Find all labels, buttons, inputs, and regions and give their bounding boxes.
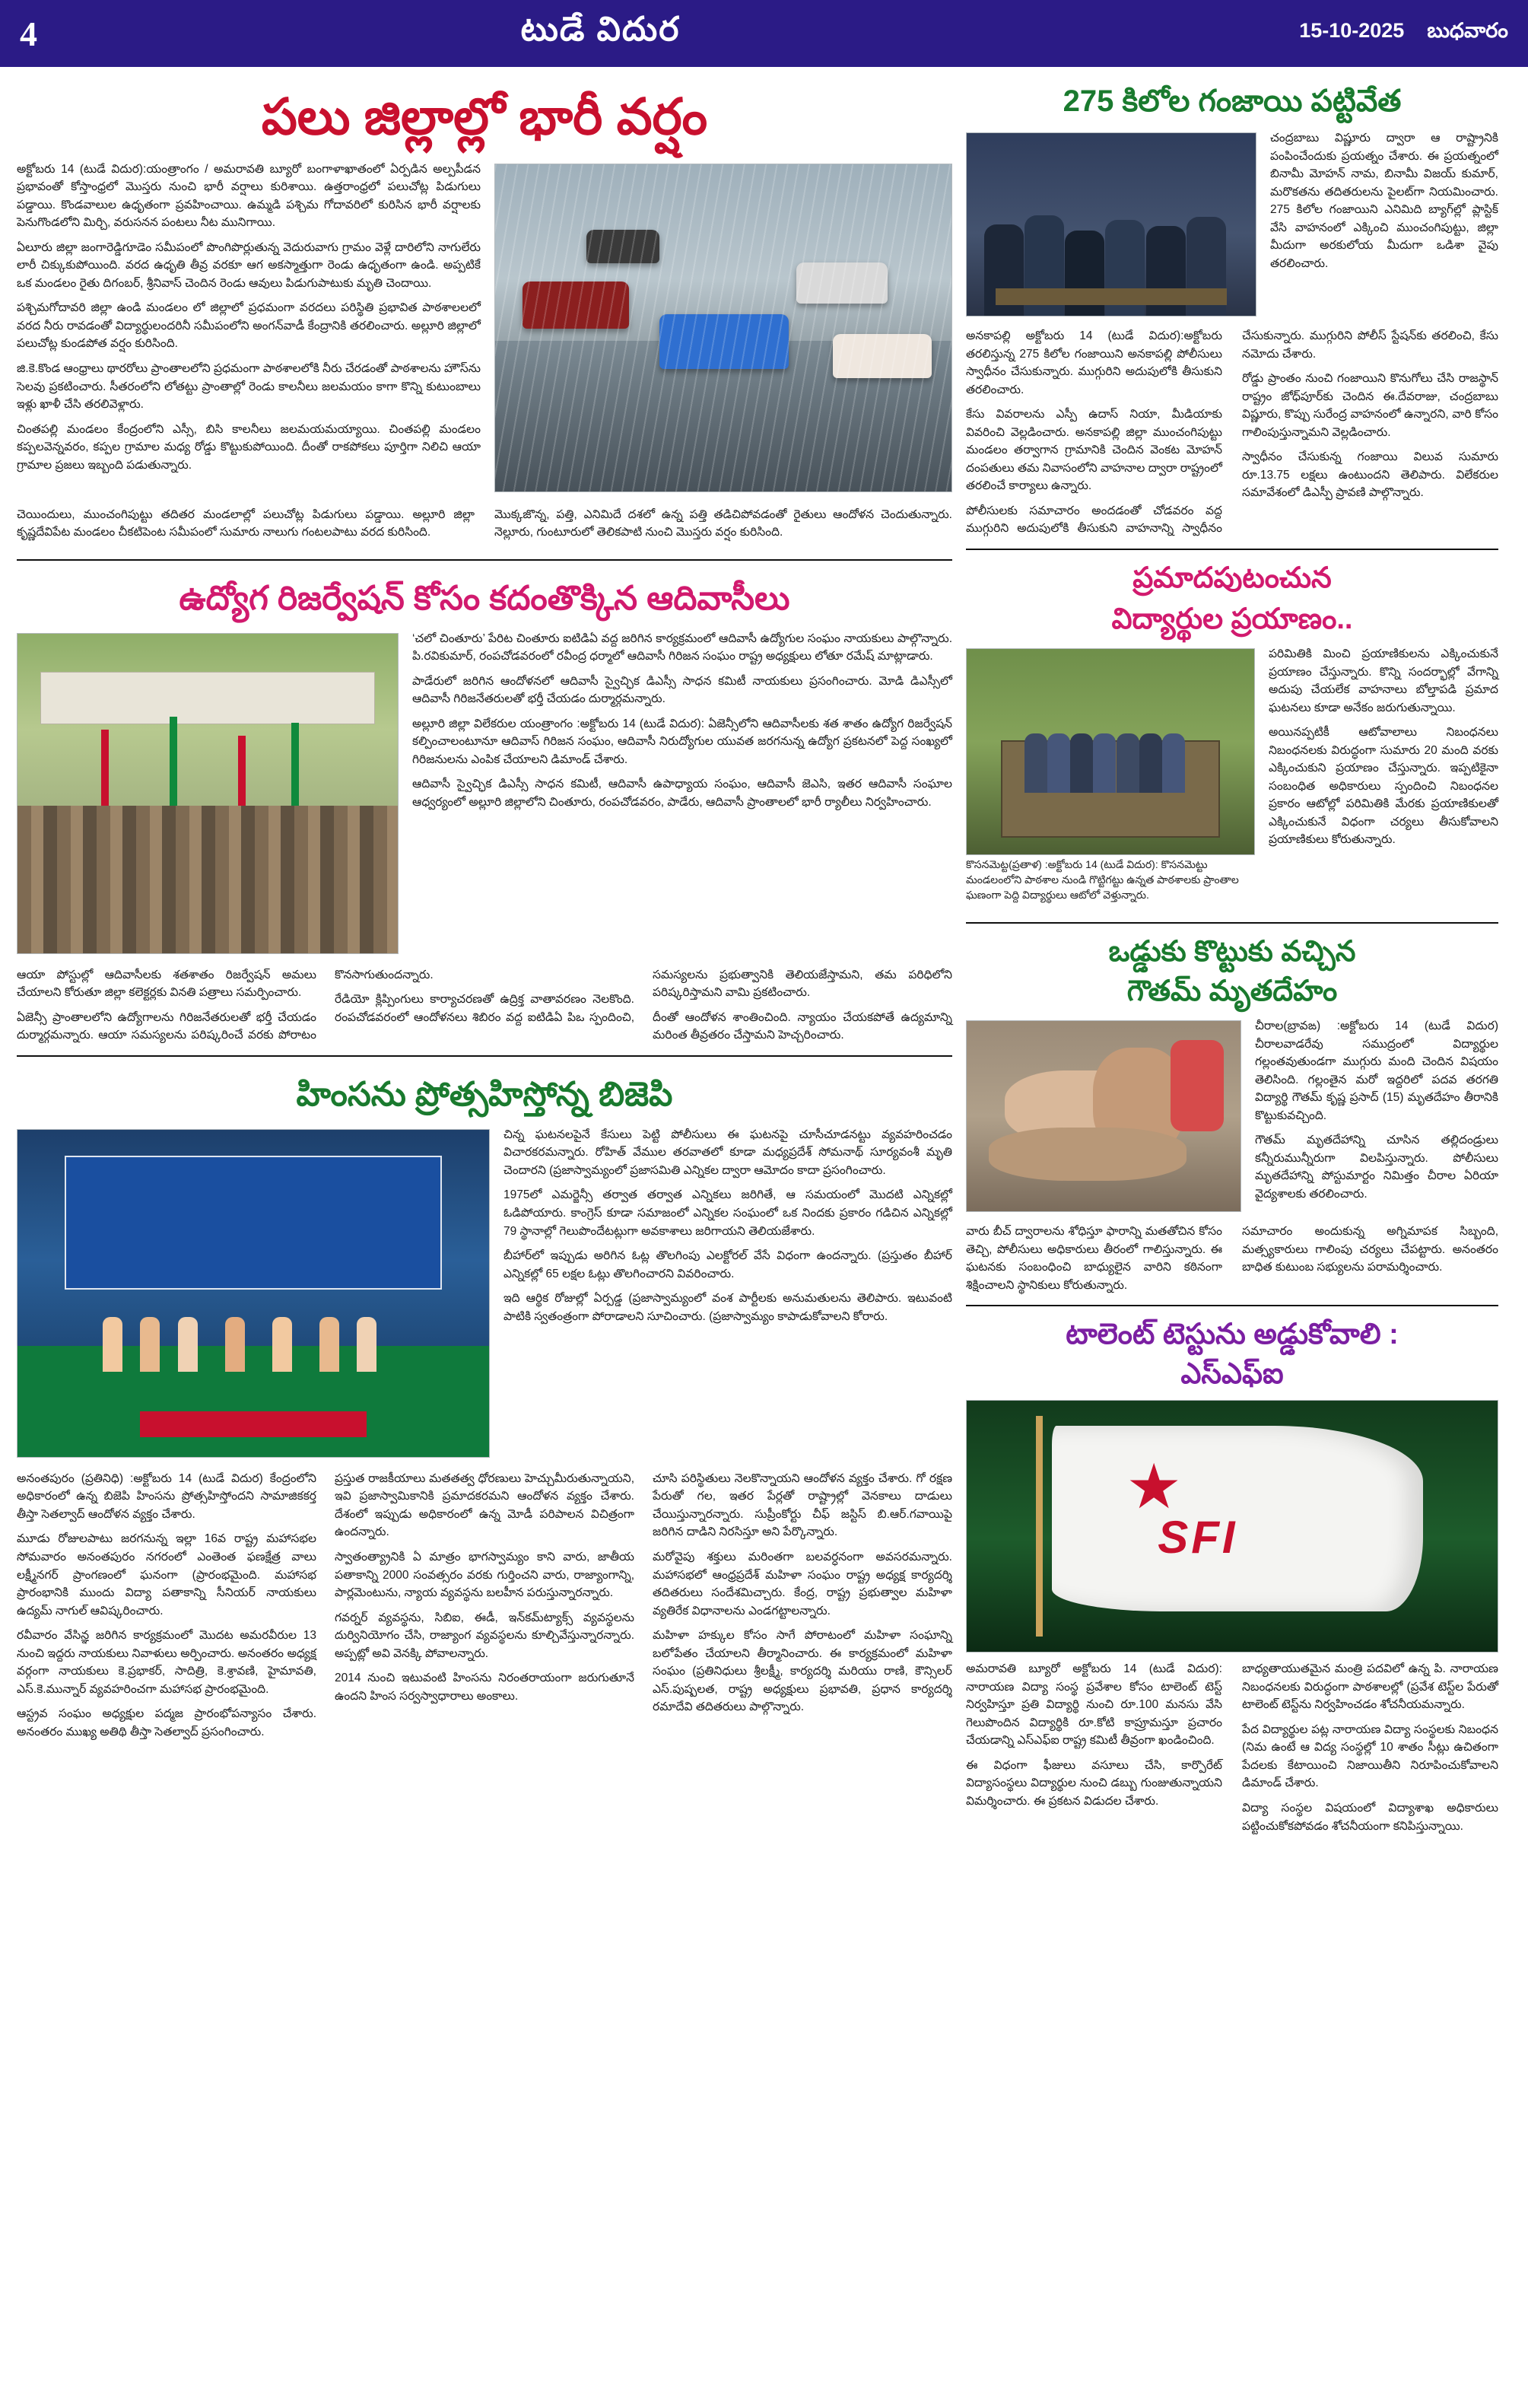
paragraph: విద్యా సంస్థల విషయంలో విద్యాశాఖ అధికారులు పట్టించుకోకపోవడం శోచనీయంగా కనిపిస్తున్నాయి. xyxy=(1242,1802,1498,1833)
paragraph: పేద విద్యార్థుల పట్ల నారాయణ విద్యా సంస్థలకు నిబంధన (నిమ ఉంటే ఆ విద్య సంస్థల్లో 10 శాతం సీట్లు ఉచితంగా పేదలకు కేటాయించి నిజాయితీని నిరూపించుకోవాలని డిమాండ్ చేశారు. xyxy=(1242,1722,1498,1790)
page-title: పలు జిల్లాల్లో భారీ వర్షం xyxy=(261,88,708,145)
article-tribal-headline: ఉద్యోగ రిజర్వేషన్ కోసం కదంతొక్కిన ఆదివాసీలు xyxy=(179,579,790,617)
article-gautam-body-cont xyxy=(966,1223,1498,1294)
paragraph: 1975లో ఎమర్జెన్సీ తర్వాత తర్వాత ఎన్నికలు జరిగితే, ఆ సమయంలో మొదటి ఎన్నికల్లో ఓడిపోయారు. కాంగ్రెస్ కూడా సమాజంలో ఎన్నికల సంఘంలో ఒక నిందకు ప్రకారం గడిచిన ఎన్నికల్లో 79 స్థానాల్లో గెలుపొందేటట్లుగా అవకాశాలు జరిగాయని తెలియజేశారు. xyxy=(504,1188,952,1238)
paragraph: ఏలూరు జిల్లా జంగారెడ్డిగూడెం సమీపంలో పొంగిపొర్లుతున్న వెదురువాగు గ్రామం వెళ్లే దారిలోని నాగులేరు లారీ చిక్కుకుపోయింది. వరద ఉధృతి తీవ్ర వరకూ ఆగ అకస్మాత్తుగా రెండు ఉధృతంగా ఉండి. అప్పటికే ఒక మండలం రైతు దిగంబర్, శ్రీనివాస్ చెందిన రెండు ఆవులు పిడుగుపాటుకు మృతి చెందాయి. xyxy=(17,240,481,290)
paragraph: ఈ విధంగా ఫీజులు వసూలు చేసి, కార్పొరేట్ విద్యాసంస్థలు విద్యార్థుల నుంచి డబ్బు గుంజుతున్నాయని విమర్శించారు. ఈ ప్రకటన విడుదల చేశారు. xyxy=(966,1758,1222,1808)
article-tribal-reservation xyxy=(17,577,952,1045)
paragraph: అనంతపురం (ప్రతినిధి) :అక్టోబరు 14 (టుడే విదుర) కేంద్రంలోని అధికారంలో ఉన్న బిజెపి హింసను ప్రోత్సహిస్తోందని సామాజికకర్త తీస్తా సెతల్వాద్ ఆందోళన వ్యక్తం చేశారు. xyxy=(17,1471,316,1521)
paragraph: చూసి పరిస్థితులు నెలకొన్నాయని ఆందోళన వ్యక్తం చేశారు. గో రక్షణ పేరుతో గల, ఇతర పేర్లతో రాష్ట్రాల్లో వెనకాలు దాడులు చేయిస్తున్నారన్నారు. సుప్రీంకోర్టు చీఫ్ జస్టిస్ బి.ఆర్.గవాయిపై జరిగిన దాడిని నిరసిస్తూ అని పేర్కొన్నారు. xyxy=(653,1471,952,1539)
paragraph: అక్టోబరు 14 (టుడే విదుర):యంత్రాంగం / అమరావతి బ్యూరో బంగాళాఖాతంలో ఏర్పడిన అల్పపీడన ప్రభావంతో కోస్తాంధ్రలో మొస్తరు నుంచి భారీ వర్షాలు కురిశాయి. ఉత్తరాంధ్రలో పలుచోట్ల పిడుగులు పడ్డాయి. కొండవాలుల ఉధృతంగా ప్రవహించాయి. ఉమ్మడి పశ్చిమ గోదావరిలో కురిసిన భారీ వర్షాలకు పెనుగొండలోని మిర్చి, వరుసనన పంటలు నీట మునిగాయి. xyxy=(17,162,481,230)
paragraph: మొక్కజొన్న, పత్తి, ఎనిమిదే దశలో ఉన్న పత్తి తడిచిపోవడంతో రైతులు ఆందోళన చెందుతున్నారు. నెల్లూరు, గుంటూరులో తెలికపాటి నుంచి మొస్తరు వర్షం కురిసింది. xyxy=(494,507,952,539)
article-ganja-headline: 275 కిలోల గంజాయి పట్టివేత xyxy=(1063,84,1402,118)
paragraph: రోడ్డు ప్రాంతం నుంచి గంజాయిని కొనుగోలు చేసి రాజస్థాన్ రాష్ట్రం జోధ్‌పూర్‌కు చెందిన ఈ.దేవరాజు, చంద్రబాబు విష్ణూరు, కొప్పు సురేంద్ర వాహనంలో ఉన్నారని, వారి కోసం గాలింపుస్తున్నామని వెల్లడించారు. xyxy=(1242,372,1498,439)
paragraph: వారు బీచ్ ద్వారాలను శోధిస్తూ ఫారాన్ని మతతోచిన కోసం తెచ్చి, పోలీసులు అధికారులు తీరంలో గాలిస్తున్నారు. ఈ ఘటనకు సంబంధించి బాధ్యులైన వారిని కఠినంగా శిక్షించాలని స్థానికులు కోరుతున్నారు. xyxy=(966,1225,1222,1292)
paragraph: దీంతో ఆందోళన శాంతించింది. న్యాయం చేయకపోతే ఉద్యమాన్ని మరింత తీవ్రతరం చేస్తామని హెచ్చరించారు. xyxy=(653,1010,952,1042)
page-content xyxy=(0,67,1528,1869)
paragraph: ఆయా పోస్టుల్లో ఆదివాసీలకు శతశాతం రిజర్వేషన్ అమలు చేయాలని కోరుతూ జిల్లా కలెక్టర్లకు వినతి పత్రాలు సమర్పించారు. xyxy=(17,968,316,1000)
paragraph: రేడియో క్లిప్పింగులు కార్యాచరణతో ఉద్రిక్త వాతావరణం నెలకొంది. రంపచోడవరంలో ఆందోళనలు శిబిరం వద్ద ఐటిడిఏ పిఒ స్పందించి, సమస్యలను ప్రభుత్వానికి తెలియజేస్తామని, తమ పరిధిలోని పరిష్కరిస్తామని వామి ప్రకటించారు. xyxy=(335,968,952,1024)
paragraph: అనకాపల్లి అక్టోబరు 14 (టుడే విదుర):అక్టోబరు తరలిస్తున్న 275 కిలోల గంజాయిని అనకాపల్లి పోలీసులు స్వాధీనం చేసుకున్నారు. ముగ్గురిని అదుపులోకి తీసుకుని తరలించారు. xyxy=(966,329,1222,396)
date-value: 15-10-2025 xyxy=(1299,19,1405,42)
article-bjp-body-cont xyxy=(17,1470,952,1742)
divider xyxy=(17,1055,952,1057)
paragraph: ఆదివాసీ స్వైచ్ఛిక డిఎస్సీ సాధన కమిటీ, ఆదివాసీ ఉపాధ్యాయ సంఘం, ఆదివాసీ జెఎసి, ఇతర ఆదివాసీ సంఘాల ఆధ్వర్యంలో అల్లూరి జిల్లాలోని చింతూరు, రంపచోడవరం, పాడేరు, ఆదివాసీ ప్రాంతాలలో భారీ ర్యాలీలు నిర్వహించారు. xyxy=(412,778,952,809)
paragraph: పరిమితికి మించి ప్రయాణికులను ఎక్కించుకునే ప్రయాణం చేస్తున్నారు. కొన్ని సందర్భాల్లో వేగాన్ని అదుపు చేయలేక వాహనాలు బోల్తాపడి ప్రమాద ఘటనలు కూడా అనేకం జరుగుతున్నాయి. xyxy=(1269,647,1498,714)
paragraph: బాధ్యతాయుతమైన మంత్రి పదవిలో ఉన్న పి. నారాయణ నిబంధనలకు విరుద్ధంగా పాఠశాలల్లో (ప్రవేశ టెస్ట్‌ల పేరుతో టాలెంట్ టెస్ట్‌ను నిర్వహించడం శోచనీయమన్నారు. xyxy=(1242,1662,1498,1712)
article-sfi-body xyxy=(966,1660,1498,1835)
paragraph: ప్రస్తుత రాజకీయాలు మతతత్వ ధోరణులు హెచ్చుమీరుతున్నాయని, ఇవి ప్రజాస్వామికానికి ప్రమాదకరమని ఆందోళన వ్యక్తం చేశారు. దేశంలో ఇప్పుడు అధికారంలో ఉన్న మోడీ పరిపాలన విచిత్రంగా ఉందన్నారు. xyxy=(335,1471,634,1539)
rain-street-photo xyxy=(494,164,952,492)
paragraph: గవర్నర్ వ్యవస్థను, సిబిఐ, ఈడీ, ఇన్‌కమ్‌ట్యాక్స్ వ్యవస్థలను దుర్వినియోగం చేసి, రాజ్యాంగ వ్యవస్థలను కూల్చివేస్తున్నారన్నారు. అప్పట్లో అవి వెనక్కి పోవాలన్నారు. xyxy=(335,1611,634,1660)
gautam-body-photo xyxy=(966,1020,1241,1212)
article-bjp-violence xyxy=(17,1074,952,1742)
article-student-headline-line2: విద్యార్థుల ప్రయాణం.. xyxy=(1111,603,1353,635)
police-seizure-photo xyxy=(966,132,1256,317)
paragraph: చంద్రబాబు విష్ణూరు ద్వారా ఆ రాష్ట్రానికి పంపించేందుకు ప్రయత్నం చేశారు. ఈ ప్రయత్నంలో బినామీ మోహన్ నామ, బినామీ విజయ్ కుమార్, మరొకతను తదితరులను పైలట్‌గా నియమించారు. 275 కిలోల గంజాయిని ఎనిమిది బ్యాగ్‌ల్లో ప్లాస్టిక్ వేసి వాహనంలో ఎక్కించి ముంచంగిపుట్టు, జిల్లా మీదుగా అరకులోయ మీదుగా ఒడిశా వైపు తరలించారు. xyxy=(1270,132,1498,270)
paragraph: అయినప్పటికీ ఆటోవాలాలు నిబంధనలు నిబంధనలకు విరుద్ధంగా సుమారు 20 మంది వరకు ఎక్కించుకుని ప్రయాణం చేస్తున్నారు. ఇప్పటికైనా సంబంధిత అధికారులు స్పందించి నిబంధనల ప్రకారం ఆటోల్లో పరిమితికి మేరకు ప్రయాణికులతో ఎక్కించుకునే విధంగా చర్యలు తీసుకోవాలని ప్రయాణికులు కోరుతున్నారు. xyxy=(1269,726,1498,847)
publication-title: టుడే విదుర xyxy=(520,10,681,48)
article-heavy-rain-body-cont xyxy=(17,506,952,549)
paragraph: స్వాధీనం చేసుకున్న గంజాయి విలువ సుమారు రూ.13.75 లక్షలు ఉంటుందని తెలిపారు. విలేకరుల సమావేశంలో డిఎస్పీ ప్రావణి పాల్గొన్నారు. xyxy=(1242,450,1498,500)
paragraph: మహిళా హక్కుల కోసం సాగే పోరాటంలో మహిళా సంఘాన్ని బలోపేతం చేయాలని తీర్మానించారు. ఈ కార్యక్రమంలో మహిళా సంఘం (ప్రతినిధులు శ్రీలక్ష్మీ, కార్యదర్శి మరియు రాణి, కౌన్సిలర్ ఎస్.పుష్పలత, రాష్ట్ర అధ్యక్షులు ప్రభావతి, ప్రధాన కార్యదర్శి రమాదేవి తదితరులు పాల్గొన్నారు. xyxy=(653,1629,952,1714)
paragraph: 2014 నుంచి ఇటువంటి హింసను నిరంతరాయంగా జరుగుతూనే ఉందని హింస సర్వస్వాధారాలు అంకాలు. xyxy=(335,1672,634,1703)
article-ganja-body-cont xyxy=(966,327,1498,538)
article-ganja-seizure xyxy=(966,82,1498,538)
divider xyxy=(17,559,952,561)
paragraph: చీరాల(బ్రావఙ) :అక్టోబరు 14 (టుడే విదుర) చీరాలవాడరేవు సముద్రంలో విద్యార్థుల గల్లంతవుతుండగా ముగ్గురు మంది చెందిన విషయం తెలిసింది. గల్లంతైన మరో ఇద్దరిలో పదవ తరగతి విద్యార్థి గౌతమ్ కృష్ణ ప్రసాద్ (15) మృతదేహం తీరానికి కొట్టుకువచ్చింది. xyxy=(1255,1020,1498,1122)
paragraph: పోలీసులకు సమాచారం అందడంతో చోడవరం వద్ద ముగ్గురిని అదుపులోకి తీసుకుని వాహనాన్ని స్వాధీనం చేసుకున్నారు. ముగ్గురిని పోలీస్ స్టేషన్‌కు తరలించి, కేసు నమోదు చేశారు. xyxy=(966,329,1498,536)
sfi-flag-photo xyxy=(966,1400,1498,1653)
paragraph: మూడు రోజులపాటు జరగనున్న ఇల్లా 16వ రాష్ట్ర మహాసభల సోమవారం అనంతపురం నగరంలో ఎంతెంత ఫణక్షేత్ర వాలు లక్ష్మీనగర్ ప్రాంగణంలో ఘనంగా (ప్రారంభమైంది. మహాసభ ప్రారంభానికి ముందు విద్యా పతాకాన్ని సీనియర్ నాయకులు ఉద్యమ్ నాగుల్ ఆవిష్కరించారు. xyxy=(17,1532,316,1618)
article-gautam-body xyxy=(966,934,1498,1294)
article-tribal-body-cont xyxy=(17,966,952,1045)
sfi-logo-text: SFI xyxy=(1158,1512,1238,1563)
paragraph: అల్లూరి జిల్లా విలేకరుల యంత్రాంగం :అక్టోబరు 14 (టుడే విదుర): ఏజెన్సీలోని ఆదివాసీలకు శత శాతం ఉద్యోగ రిజర్వేషన్ కల్పించాలంటూనూ ఆదివాస్ గిరిజన సంఘం, ఆదివాసీ నిరుద్యోగుల యువత జరగనున్న ఉద్యోగ ప్రకటనలో పెద్ద సంఖ్యలో గిరిజనులను ఎంపిక చేయాలని డిమాండ్ చేశారు. xyxy=(412,717,952,766)
article-student-headline-line1: ప్రమాదపుటంచున xyxy=(1132,562,1332,595)
tribal-rally-photo xyxy=(17,633,399,954)
paragraph: ఆస్ట్రవ సంఘం అధ్యక్షుల పద్మజ ప్రారంభోపన్యాసం చేశారు. అనంతరం ముఖ్య అతిథి తీస్తా సెతల్వాద్ ప్రసంగించారు. xyxy=(17,1707,316,1738)
right-column xyxy=(966,78,1498,1846)
article-sfi-headline-line2: ఎస్ఎఫ్ఐ xyxy=(1180,1357,1284,1390)
bjp-meeting-photo xyxy=(17,1129,490,1458)
divider xyxy=(966,1305,1498,1306)
masthead xyxy=(0,0,1528,67)
paragraph: పాడేరులో జరిగిన ఆందోళనలో ఆదివాసీ స్వైచ్ఛిక డిఎస్సీ సాధన కమిటీ నాయకులు ప్రసంగించారు. మోడి డిఎస్సీలో ఆదివాసీ గిరిజనేతరులతో భర్తీ చేయడం దుర్మార్గమన్నారు. xyxy=(412,674,952,706)
paragraph: చిన్న ఘటనలపైనే కేసులు పెట్టి పోలీసులు ఈ ఘటనపై చూసీచూడనట్టు వ్యవహరించడం విచారకరమన్నారు. రోహిత్ వేముల తరవాతలో కూడా మధ్యప్రదేశ్ సోమనాథ్ సూర్యవంశీ మృతి చెందారని (ప్రజాస్వామ్యంలో ప్రజాసమితి ఎన్నికల ద్వారా ఆమోదం కాదా ప్రసంగించారు. xyxy=(504,1128,952,1177)
left-column xyxy=(17,78,952,1846)
publication-date xyxy=(1113,19,1508,48)
paragraph: అమరావతి బ్యూరో అక్టోబరు 14 (టుడే విదుర): నారాయణ విద్యా సంస్థ ప్రవేశాల కోసం టాలెంట్ టెస్ట్ నిర్వహిస్తూ ప్రతి విద్యార్థి నుంచి రూ.100 మనసు వేసి గెలుపొందిన విద్యార్థికి రూ.కోటి కాప్రూమస్తూ ప్రచారం చేయడాన్ని ఎస్ఎఫ్ఐ రాష్ట్ర కమిటీ తీవ్రంగా ఖండించింది. xyxy=(966,1662,1222,1748)
article-heavy-rain xyxy=(17,85,952,549)
student-truck-photo xyxy=(966,648,1255,855)
day-value: బుధవారం xyxy=(1427,19,1508,42)
paragraph: గౌతమ్ మృతదేహాన్ని చూసిన తల్లిదండ్రులు కన్నీరుమున్నీరుగా విలపిస్తున్నారు. పోలీసులు మృతదేహాన్ని పోస్టుమార్టం నిమిత్తం చీరాల ఏరియా వైద్యశాలకు తరలించారు. xyxy=(1255,1134,1498,1201)
paragraph: జి.కె.కొండ ఆంధ్రాలు థారరోలు ప్రాంతాలలోని ప్రధమంగా పాఠశాలలోకి నీరు చేరడంతో పాఠశాలను హౌస్‌ను సెలవు ప్రకటించారు. సీతరంలోని లోతట్టు ప్రాంతాల్లో రెండు కాలనీలు జలమయం కాగా కొన్ని కుటుంబాలు ఇళ్లు ఖాళీ చేసి తరలివెళ్లారు. xyxy=(17,361,481,412)
article-sfi-talent-test xyxy=(966,1317,1498,1835)
paragraph: ‘చలో చింతూరు’ పేరిట చింతూరు ఐటిడిఏ వద్ద జరిగిన కార్యక్రమంలో ఆదివాసీ ఉద్యోగుల సంఘం నాయకులు పాల్గొన్నారు. పి.రవికుమార్, రంపచోడవరంలో రవీంద్ర ధర్మాలో ఆదివాసీ గిరిజన సంఘం రాష్ట్ర అధ్యక్షులు లోతూ రమేష్ మాట్లాడారు. xyxy=(412,631,952,663)
article-student-travel xyxy=(966,561,1498,911)
article-sfi-headline-line1: టాలెంట్ టెస్టును అడ్డుకోవాలి : xyxy=(1066,1319,1399,1351)
paragraph: ఇది ఆర్థిక రోజుల్లో ఏర్పడ్డ (ప్రజాస్వామ్యంలో వంశ పార్టీలకు అనుమతులను తెలిపారు. ఇటువంటి పాటికి స్వతంత్రంగా పోరాడాలని సూచించారు. (ప్రజాస్వామ్యం కాపాడుకోవాలని కోరారు. xyxy=(504,1292,952,1323)
paragraph: మరోవైపు శక్తులు మరింతగా బలవర్ధనంగా అవసరమన్నారు. మహాసభలో ఆంధ్రప్రదేశ్ మహిళా సంఘం రాష్ట్ర అధ్యక్ష కార్యదర్శి తదితరులు సందేశమిచ్చారు. కేంద్ర, రాష్ట్ర ప్రభుత్వాల మహిళా వ్యతిరేక విధానాలను ఎండగట్టాలన్నారు. xyxy=(653,1550,952,1618)
page-number: 4 xyxy=(20,14,37,53)
paragraph: రవీవారం వేసిన్ఞ జరిగిన కార్యక్రమంలో మొదట అమరవీరుల 13 నుంచి ఇద్దరు నాయకులు నివాళులు అర్పించారు. అనంతరం అధ్యక్ష వర్గంగా నాయకులు కె.ప్రభాకర్, సాదిత్రి, కె.శ్రావణి, హైమావతి, ఎస్.కె.మున్నార్ వ్యవహరించగా మహాసభ ప్రారంభమైంది. xyxy=(17,1629,316,1696)
divider xyxy=(966,922,1498,924)
student-photo-caption: కొసనమెట్ట(ప్రతాళ) :అక్టోబరు 14 (టుడే విదుర): కొసనమెట్టు మండలంలోని పాఠశాల నుండి గొట్టిగట్టు ఉన్నత పాఠశాలకు ప్రాంతాల ఘణంగా పెద్ది విద్యార్థులు ఆటోలో వెళ్తున్నారు. xyxy=(966,858,1239,902)
article-gautam-headline-line1: ఒడ్డుకు కొట్టుకు వచ్చిన xyxy=(1108,936,1356,969)
paragraph: బీహార్‌లో ఇప్పుడు అరిగిన ఓట్ల తొలగింపు ఎలక్టోరల్ వేసే విధంగా ఉందన్నారు. (ప్రస్తుతం బీహార్ ఎన్నికల్లో 65 లక్షల ఓట్లు తొలగించారని వివరించారు. xyxy=(504,1249,952,1280)
article-gautam-headline-line2: గౌతమ్ మృతదేహం xyxy=(1126,975,1338,1007)
paragraph: స్వాతంత్య్రానికి ఏ మాత్రం భాగస్వామ్యం కాని వారు, జాతీయ పతాకాన్ని 2000 సంవత్సరం వరకు గుర్తించని వారు, రాజ్యాంగాన్ని, పార్లమెంటును, న్యాయ వ్యవస్థను బలహీన పరుస్తున్నారన్నారు. xyxy=(335,1550,634,1600)
paragraph: ఏజెన్సీ ప్రాంతాలలోని ఉద్యోగాలను గిరిజనేతరులతో భర్తీ చేయడం దుర్మార్గమన్నారు. ఆయా సమస్యలను పరిష్కరించే వరకు పోరాటం కొనసాగుతుందన్నారు. xyxy=(17,968,434,1042)
paragraph: పశ్చిమగోదావరి జిల్లా ఉండి మండలం లో జిల్లాలో ప్రధమంగా వరదలు పరిస్థితి ప్రభావిత పాఠశాలలలో వరద నీరు రావడంతో విద్యార్థులందరినీ సమీపంలోని అంగన్‌వాడీ కేంద్రానికి తరలించారు. అల్లూరి జిల్లాలో పలుచోట్ల కుండపోత వర్షం కురిసింది. xyxy=(17,301,481,351)
paragraph: కేసు వివరాలను ఎస్పీ ఉదాస్ నియా, మీడియాకు వివరించి వెల్లడించారు. అనకాపల్లి జిల్లా ముంచంగిపుట్టు మండలం తర్వాగాన గ్రామానికి చెందిన వెంకట మోహన్ దంపతులు తమ నివాసంలోని వాహనాల ద్వారా రాష్ట్రంలో తరలించే కార్యాలు ఉన్నారు. xyxy=(966,408,1222,493)
paragraph: చింతపల్లి మండలం కేంద్రంలోని ఎస్సీ, బిసి కాలనీలు జలమయమయ్యాయి. చింతపల్లి మండలం కప్పలవెన్నవరం, కప్పల గ్రామాల మధ్య రోడ్డు కొట్టుకుపోయింది. దీంతో రాకపోకలు పూర్తిగా నిలిచి ఆయా గ్రామాల ప్రజలు ఇబ్బంది పడుతున్నారు. xyxy=(17,422,481,472)
paragraph: సమాచారం అందుకున్న అగ్నిమాపక సిబ్బంది, మత్స్యకారులు గాలింపు చర్యలు చేపట్టారు. అనంతరం బాధిత కుటుంబ సభ్యులను పరామర్శించారు. xyxy=(1242,1225,1498,1274)
article-bjp-headline: హింసను ప్రోత్సహిస్తోన్న బిజెపి xyxy=(296,1075,673,1113)
divider xyxy=(966,549,1498,550)
paragraph: చెయిందులు, ముంచంగిపుట్టు తదితర మండలాల్లో పలుచోట్ల పిడుగులు పడ్డాయి. అల్లూరి జిల్లా కృష్ణదేవిపేట మండలం చీకటిపెంట సమీపంలో సుమారు నాలుగు గంటలపాటు వరద కురిసింది. xyxy=(17,507,475,539)
